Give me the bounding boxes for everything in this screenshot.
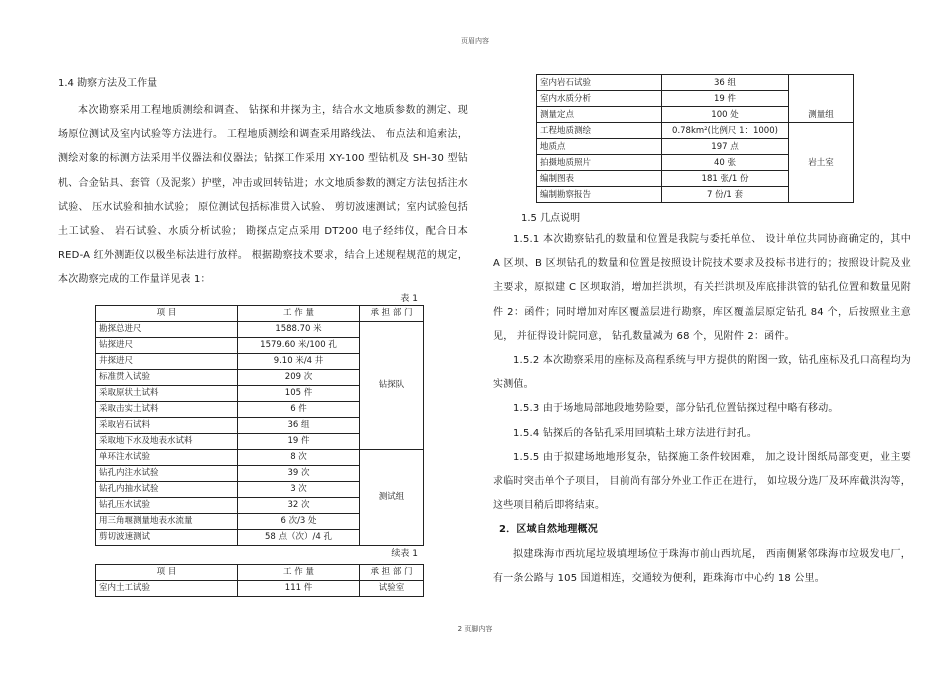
table-cell-amount: 32 次 — [238, 497, 360, 513]
table-row — [96, 449, 424, 465]
table-cell-amount: 6 次/3 处 — [238, 513, 360, 529]
table-cell-amount: 19 件 — [662, 91, 789, 107]
table-cell-item: 采取地下水及地表水试料 — [96, 433, 238, 449]
table-cell-item: 室内岩石试验 — [537, 75, 662, 91]
table-row — [537, 75, 854, 91]
table-cell-amount: 0.78km²(比例尺 1：1000) — [662, 123, 789, 139]
table-cell-amount: 7 份/1 套 — [662, 187, 789, 203]
section-title-1-4: 1.4 勘察方法及工作量 — [58, 78, 158, 89]
workload-table-continued — [95, 564, 424, 597]
table-cell-dept: 试验室 — [360, 580, 424, 596]
table-cell-amount: 209 次 — [238, 369, 360, 385]
table-cell-dept: 钻探队 — [360, 321, 424, 449]
table-header-dept: 承 担 部 门 — [360, 564, 424, 580]
table-cell-item: 单环注水试验 — [96, 449, 238, 465]
page-footer: 2 页脚内容 — [457, 625, 493, 633]
table-row — [96, 321, 424, 337]
table-cell-amount: 197 点 — [662, 139, 789, 155]
note-1-5-5: 1.5.5 由于拟建场地地形复杂，钻探施工条件较困难， 加之设计图纸局部变更，业主要求临时突击单个子项目， 目前尚有部分外业工作正在进行， 如垃圾分选厂及环库截洪沟等，这些项目稍后即将结束。 — [493, 451, 911, 512]
table-cell-item: 采取岩石试料 — [96, 417, 238, 433]
note-1-5-1: 1.5.1 本次勘察钻孔的数量和位置是我院与委托单位、 设计单位共同协商确定的，其中 A 区坝、B 区坝钻孔的数量和位置是按照设计院技术要求及投标书进行的；按照设计院及业主要求，原拟建 C 区坝取消，增加拦洪坝，有关拦洪坝及库底排洪管的钻孔位置和数量见附件 2：函件；同时增加对库区覆盖层进行勘察，库区覆盖层原定钻孔 84 个，后按照业主意见， 并征得设计院同意， 钻孔数量减为 68 个，见附件 2：函件。 — [493, 234, 911, 342]
section-title-2: 2．区域自然地理概况 — [499, 524, 598, 536]
table-cell-amount: 105 件 — [238, 385, 360, 401]
table-cell-dept — [789, 75, 854, 123]
table-header-amount: 工 作 量 — [238, 564, 360, 580]
note-1-5-3: 1.5.3 由于场地局部地段地势险要，部分钻孔位置钻探过程中略有移动。 — [513, 403, 839, 415]
table-cell-amount: 36 组 — [662, 75, 789, 91]
table-cell-item: 编制图表 — [537, 171, 662, 187]
table-cell-amount: 40 张 — [662, 155, 789, 171]
table-cell-amount: 111 件 — [238, 580, 360, 596]
note-1-5-4: 1.5.4 钻探后的各钻孔采用回填粘土球方法进行封孔。 — [513, 427, 758, 439]
table-header-item: 项 目 — [96, 564, 238, 580]
table-cell-amount: 19 件 — [238, 433, 360, 449]
table-header-row — [96, 305, 424, 321]
table-cell-item: 勘探总进尺 — [96, 321, 238, 337]
table-cell-amount: 1588.70 米 — [238, 321, 360, 337]
workload-table — [95, 305, 424, 546]
table-cell-item: 工程地质测绘 — [537, 123, 662, 139]
table-cell-item: 用三角堰测量地表水流量 — [96, 513, 238, 529]
right-column — [493, 74, 911, 591]
table-cell-item: 室内水质分析 — [537, 91, 662, 107]
table-cell-item: 采取击实土试料 — [96, 401, 238, 417]
table-header-amount: 工 作 量 — [238, 305, 360, 321]
table-cell-item: 钻探进尺 — [96, 337, 238, 353]
table-header-dept: 承 担 部 门 — [360, 305, 424, 321]
table-cell-item: 测量定点 — [537, 107, 662, 123]
methods-paragraph: 本次勘察采用工程地质测绘和调查、 钻探和井探为主，结合水文地质参数的测定、现场原位测试及室内试验等方法进行。 工程地质测绘和调查采用路线法、 布点法和追索法，测绘对象的标测方法采用半仪器法和仪器法；钻探工作采用 XY-100 型钻机及 SH-30 型钻机、合金钻具、套管（及泥浆）护壁，冲击或回转钻进；水文地质参数的测定方法包括注水试验、 压水试验和抽水试验； 原位测试包括标准贯入试验、 剪切波速测试；室内试验包括土工试验、 岩石试验、水质分析试验； 勘探点定点采用 DT200 电子经纬仪，配合日本 RED-A 红外测距仪以极坐标法进行放样。 根据勘察技术要求，结合上述规程规范的规定，本次勘察完成的工作量详见表 1： — [58, 105, 468, 286]
dept-survey-label: 测量组 — [808, 110, 834, 120]
table-row — [537, 123, 854, 139]
regional-geography-paragraph: 拟建珠海市西坑尾垃圾填埋场位于珠海市前山西坑尾， 西南侧紧邻珠海市垃圾发电厂，有一条公路与 105 国道相连，交通较为便利，距珠海市中心约 18 公里。 — [493, 548, 911, 584]
table-cell-amount: 100 处 — [662, 107, 789, 123]
table-header-item: 项 目 — [96, 305, 238, 321]
table-cell-amount: 36 组 — [238, 417, 360, 433]
table-cell-amount: 1579.60 米/100 孔 — [238, 337, 360, 353]
table1-caption: 表 1 — [400, 293, 418, 304]
table-cell-item: 采取原状土试料 — [96, 385, 238, 401]
table-cell-item: 编制勘察报告 — [537, 187, 662, 203]
table-cell-dept: 测试组 — [360, 449, 424, 545]
table-cell-item: 钻孔内抽水试验 — [96, 481, 238, 497]
table-cell-amount: 8 次 — [238, 449, 360, 465]
page-header: 页眉内容 — [461, 37, 489, 45]
table-cell-amount: 9.10 米/4 井 — [238, 353, 360, 369]
left-column — [58, 74, 468, 597]
table-cell-amount: 181 张/1 份 — [662, 171, 789, 187]
table-header-row — [96, 564, 424, 580]
table-cell-amount: 3 次 — [238, 481, 360, 497]
table-cell-item: 拍摄地质照片 — [537, 155, 662, 171]
table-cell-item: 标准贯入试验 — [96, 369, 238, 385]
workload-table-continued-2 — [536, 74, 854, 203]
section-title-1-5: 1.5 几点说明 — [521, 213, 581, 224]
note-1-5-2: 1.5.2 本次勘察采用的座标及高程系统与甲方提供的附图一致，钻孔座标及孔口高程均为实测值。 — [493, 355, 911, 391]
table-cell-item: 井探进尺 — [96, 353, 238, 369]
table-row — [96, 580, 424, 596]
table-cell-dept: 岩土室 — [789, 123, 854, 203]
table-cell-item: 钻孔内注水试验 — [96, 465, 238, 481]
table-cell-amount: 6 件 — [238, 401, 360, 417]
table-cell-amount: 58 点（次）/4 孔 — [238, 529, 360, 545]
table2-caption: 续表 1 — [391, 548, 418, 559]
table-cell-item: 钻孔压水试验 — [96, 497, 238, 513]
table-cell-item: 室内土工试验 — [96, 580, 238, 596]
table-cell-item: 剪切波速测试 — [96, 529, 238, 545]
table-cell-amount: 39 次 — [238, 465, 360, 481]
table-cell-item: 地质点 — [537, 139, 662, 155]
